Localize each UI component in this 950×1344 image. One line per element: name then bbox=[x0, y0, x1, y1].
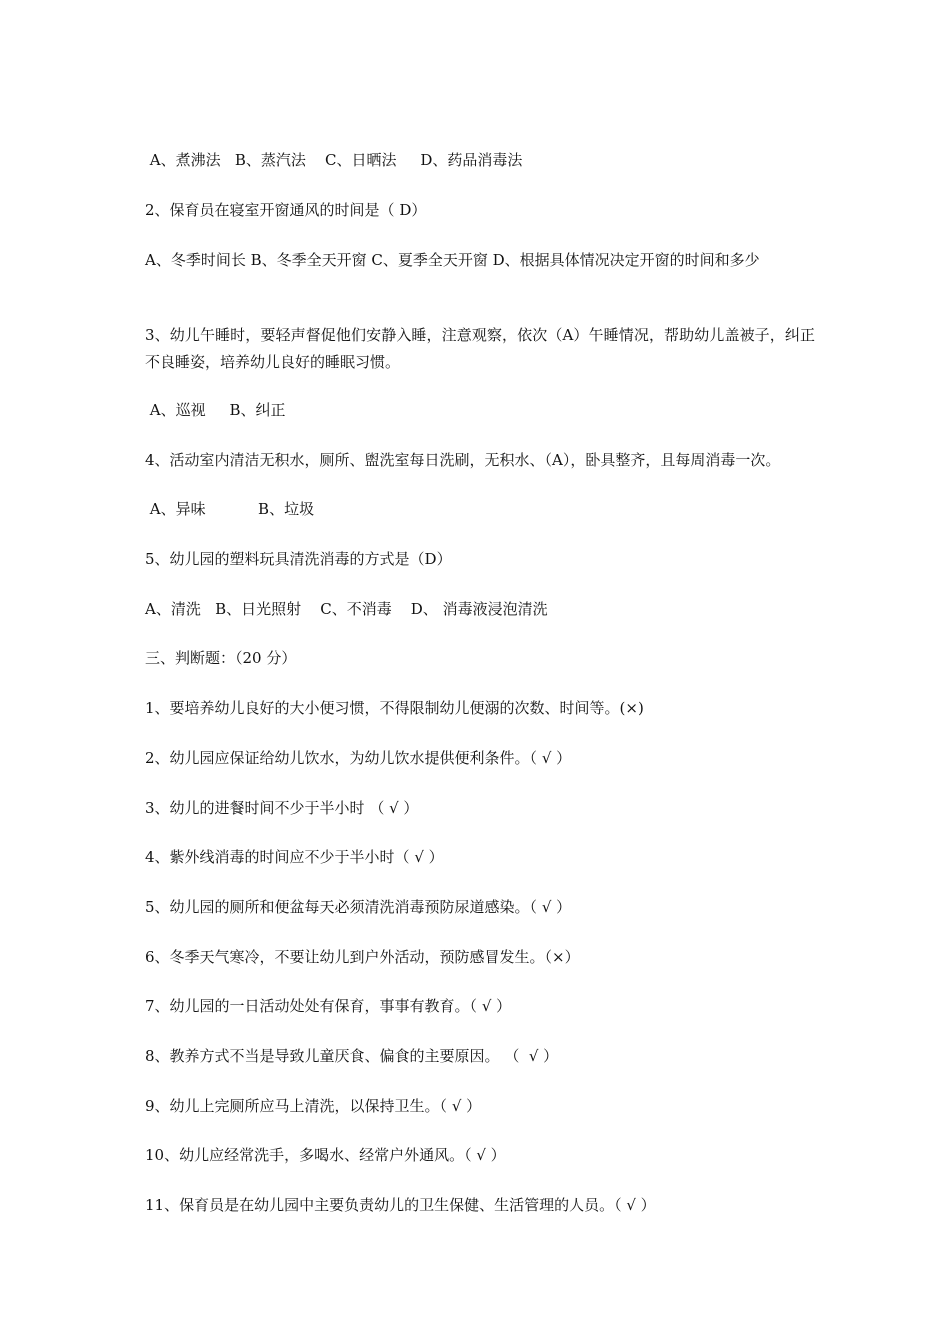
tf-item-2: 2、幼儿园应保证给幼儿饮水，为幼儿饮水提供便利条件。（ √ ） bbox=[145, 749, 572, 767]
tf-item-10: 10、幼儿应经常洗手，多喝水、经常户外通风。（ √ ） bbox=[145, 1146, 506, 1164]
tf-item-1: 1、要培养幼儿良好的大小便习惯，不得限制幼儿便溺的次数、时间等。(×) bbox=[145, 699, 644, 717]
q3-options: A、巡视 B、纠正 bbox=[145, 401, 286, 419]
tf-item-8: 8、教养方式不当是导致儿童厌食、偏食的主要原因。 （ √ ） bbox=[145, 1047, 559, 1065]
tf-item-5: 5、幼儿园的厕所和便盆每天必须清洗消毒预防尿道感染。（ √ ） bbox=[145, 898, 572, 916]
tf-item-9: 9、幼儿上完厕所应马上清洗，以保持卫生。（ √ ） bbox=[145, 1097, 482, 1115]
tf-item-6: 6、冬季天气寒冷，不要让幼儿到户外活动，预防感冒发生。（×） bbox=[145, 948, 580, 966]
tf-item-4: 4、紫外线消毒的时间应不少于半小时（ √ ） bbox=[145, 848, 444, 866]
tf-item-11: 11、保育员是在幼儿园中主要负责幼儿的卫生保健、生活管理的人员。（ √ ） bbox=[145, 1196, 656, 1214]
q4-question: 4、活动室内清洁无积水，厕所、盥洗室每日洗刷，无积水、（A），卧具整齐，且每周消毒一次。 bbox=[145, 451, 781, 469]
q2-options: A、冬季时间长 B、冬季全天开窗 C、夏季全天开窗 D、根据具体情况决定开窗的时间和多少 bbox=[145, 251, 760, 269]
q1-options: A、煮沸法 B、蒸汽法 C、日晒法 D、药品消毒法 bbox=[145, 151, 523, 169]
q2-question: 2、保育员在寝室开窗通风的时间是（ D） bbox=[145, 201, 427, 219]
q4-options: A、异味 B、垃圾 bbox=[145, 500, 315, 518]
q5-options: A、清洗 B、日光照射 C、不消毒 D、 消毒液浸泡清洗 bbox=[145, 600, 548, 618]
q3-question: 3、幼儿午睡时，要轻声督促他们安静入睡，注意观察，依次（A）午睡情况，帮助幼儿盖被子，纠正不良睡姿，培养幼儿良好的睡眠习惯。 bbox=[145, 326, 815, 371]
q5-question: 5、幼儿园的塑料玩具清洗消毒的方式是（D） bbox=[145, 550, 452, 568]
tf-item-3: 3、幼儿的进餐时间不少于半小时 （ √ ） bbox=[145, 799, 419, 817]
section-heading: 三、判断题：（20 分） bbox=[145, 649, 297, 667]
tf-item-7: 7、幼儿园的一日活动处处有保育，事事有教育。（ √ ） bbox=[145, 997, 512, 1015]
